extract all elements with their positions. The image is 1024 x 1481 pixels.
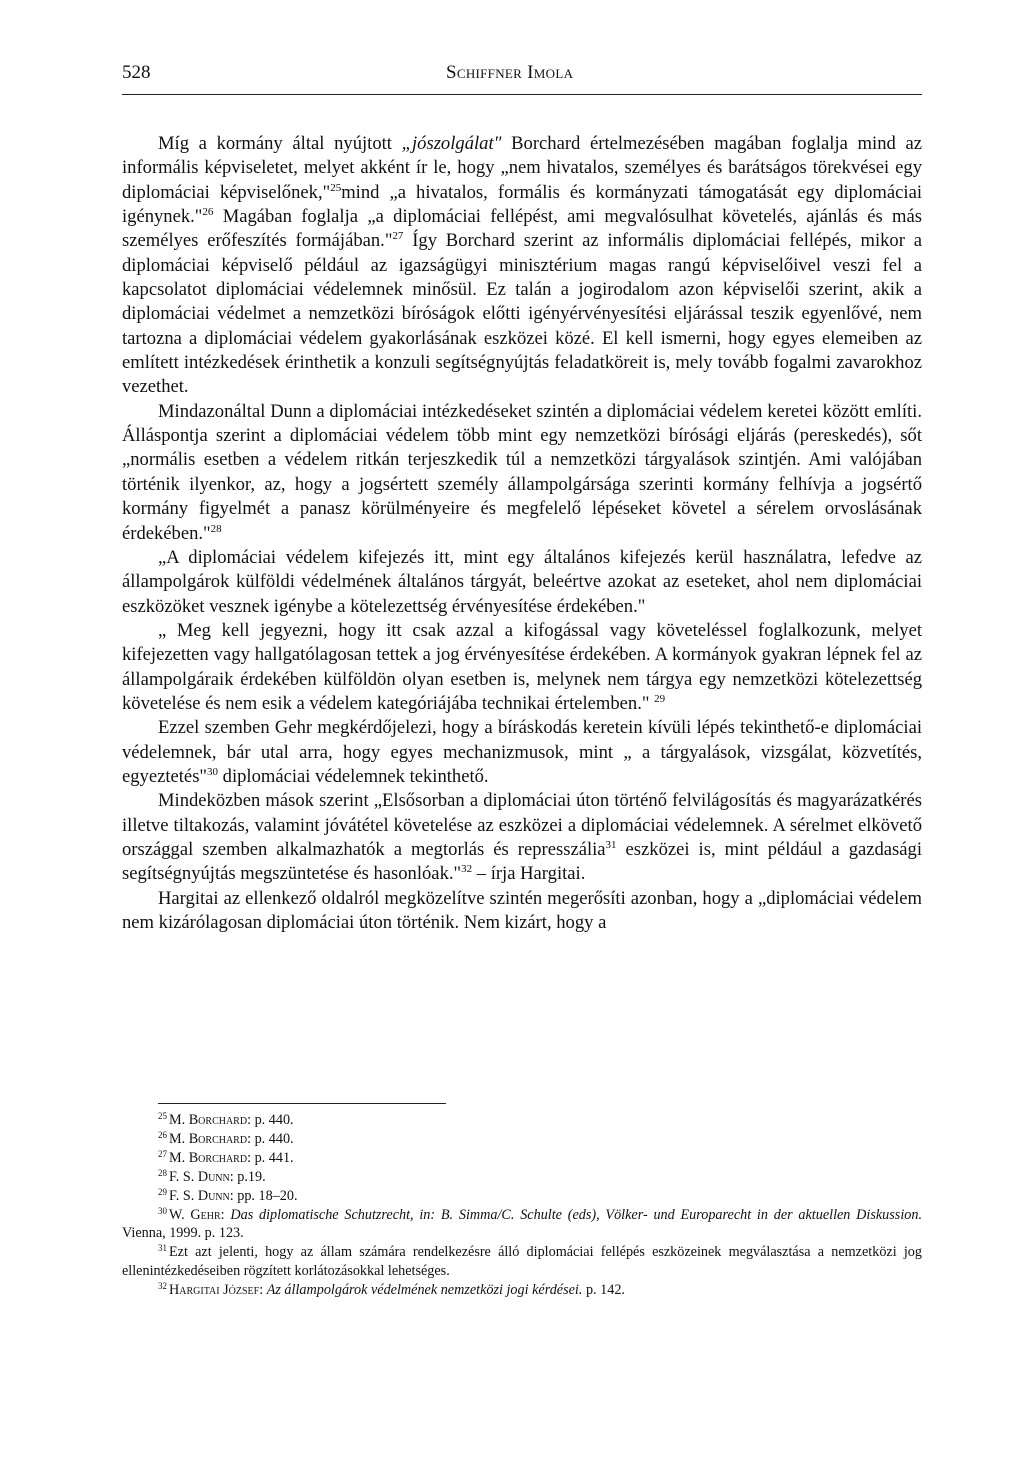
page-number: 528 [122,62,151,83]
footnote-ref[interactable]: 28 [210,522,222,535]
footnote-ref[interactable]: 26 [202,206,214,219]
emphasis: „jószolgálat" [401,133,502,154]
paragraph: Mindazonáltal Dunn a diplomáciai intézkedéseket szintén a diplomáciai védelem keretei között említi. Álláspontja szerint a diplomáciai védelem több mint egy nemzetközi bírósági eljárás (pereskedés), sőt „normális esetben a védelem ritkán terjeszkedik túl a nemzetközi tárgyalások szintjén. Ami valójában történik ilyenkor, az, hogy a jogsértett személy állampolgársága szerinti kormány felhívja a jogsértő kormány figyelmét a panasz körülményeire és megfelelő lépéseket követel a sérelem orvoslásának érdekében."$^{28}$ [122,400,922,544]
footnote-ref[interactable]: 32 [461,863,473,876]
page-header [122,60,922,95]
footnote: $^{32}$ Hargitai József: Az állampolgárok védelmének nemzetközi jogi kérdései. p. 142. [158,1281,625,1299]
footnote: $^{27}$ M. Borchard: p. 441. [158,1148,294,1166]
paragraph: „ Meg kell jegyezni, hogy itt csak azzal a kifogással vagy követeléssel foglalkozunk, melyet kifejezetten vagy hallgatólagosan tettek a jog érvényesítése érdekében. A kormányok gyakran lépnek fel az állampolgáraik érdekében külföldön olyan esetben is, melynek nem tárgya egy nemzetközi kötelezettség követelése és nem esik a védelem kategóriájába technikai értelemben." $^{29}$ [122,619,922,714]
paragraph: Mindeközben mások szerint „Elsősorban a diplomáciai úton történő felvilágosítás és magyarázatkérés illetve tiltakozás, valamint jóvátétel követelése az eszközei a diplomáciai védelemnek. A sérelmet elkövető országgal szemben alkalmazhatók a megtorlás és represszália$^{31}$ eszközei is, mint például a gazdasági segítségnyújtás megszüntetése és hasonlóak."$^{32}$ – írja Hargitai. [122,790,922,885]
footnote-ref[interactable]: 25 [330,181,342,194]
footnote: $^{25}$ M. Borchard: p. 440. [158,1111,294,1128]
footnote: $^{30}$ W. Gehr: Das diplomatische Schutzrecht, in: B. Simma/C. Schulte (eds), Völker- und Europarecht in der aktuellen Diskussion. Vienna, 1999. p. 123. [122,1205,922,1242]
footnote-divider [158,1103,446,1104]
footnote-ref[interactable]: 29 [654,692,666,705]
paragraph: Hargitai az ellenkező oldalról megközelítve szintén megerősíti azonban, hogy a „diplomáciai védelem nem kizárólagosan diplomáciai úton történik. Nem kizárt, hogy a [122,887,922,933]
paragraph: Míg a kormány által nyújtott „jószolgálat" Borchard értelmezésében magában foglalja mind az informális képviseletet, melyet akként ír le, hogy „nem hivatalos, személyes és barátságos törekvései egy diplomáciai képviselőnek,"$^{25}$mind „a hivatalos, formális és kormányzati támogatását egy diplomáciai igénynek."$^{26}$ Magában foglalja „a diplomáciai fellépést, ami megvalósulhat követelés, ajánlás és más személyes erőfeszítés formájában."$^{27}$ Így Borchard szerint az informális diplomáciai fellépés, mikor a diplomáciai képviselő például az igazságügyi minisztérium magas rangú képviselőivel veszi fel a kapcsolatot diplomáciai védelemnek minősül. Ez talán a jogirodalom azon képviselői szerint, akik a diplomáciai védelmet a nemzetközi bíróságok előtti igényérvényesítési eljárással teszik egyenlővé, nem tartozna a diplomáciai védelem gyakorlásának eszközei közé. El kell ismerni, hogy egyes elemeiben az említett intézkedések érinthetik a konzuli segítségnyújtás feladatköreit is, mely tovább fogalmi zavarokhoz vezethet. [122,133,922,398]
footnote: $^{28}$ F. S. Dunn: p.19. [158,1167,266,1185]
footnote-ref[interactable]: 31 [605,838,617,851]
body-text [122,132,922,935]
running-head: Schiffner Imola [446,62,574,83]
footnote-ref[interactable]: 30 [207,765,219,778]
footnotes [122,1111,922,1300]
paragraph: „A diplomáciai védelem kifejezés itt, mint egy általános kifejezés kerül használatra, lefedve az állampolgárok külföldi védelmének általános tárgyát, beleértve azokat az eseteket, ahol nem diplomáciai eszközöket vesznek igénybe a kötelezettség érvényesítése érdekében." [122,546,922,617]
paragraph: Ezzel szemben Gehr megkérdőjelezi, hogy a bíráskodás keretein kívüli lépés tekinthető-e diplomáciai védelemnek, bár utal arra, hogy egyes mechanizmusok, mint „ a tárgyalások, vizsgálat, közvetítés, egyeztetés"$^{30}$ diplomáciai védelemnek tekinthető. [122,717,922,787]
footnote-ref[interactable]: 27 [392,230,404,243]
footnote: $^{26}$ M. Borchard: p. 440. [158,1129,294,1147]
footnote: $^{31}$ Ezt azt jelenti, hogy az állam számára rendelkezésre álló diplomáciai fellépés eszközeinek megválasztása a nemzetközi jog ellenintézkedéseiben rögzített korlátozásokkal lehetséges. [122,1243,922,1280]
footnote: $^{29}$ F. S. Dunn: pp. 18–20. [158,1186,298,1204]
